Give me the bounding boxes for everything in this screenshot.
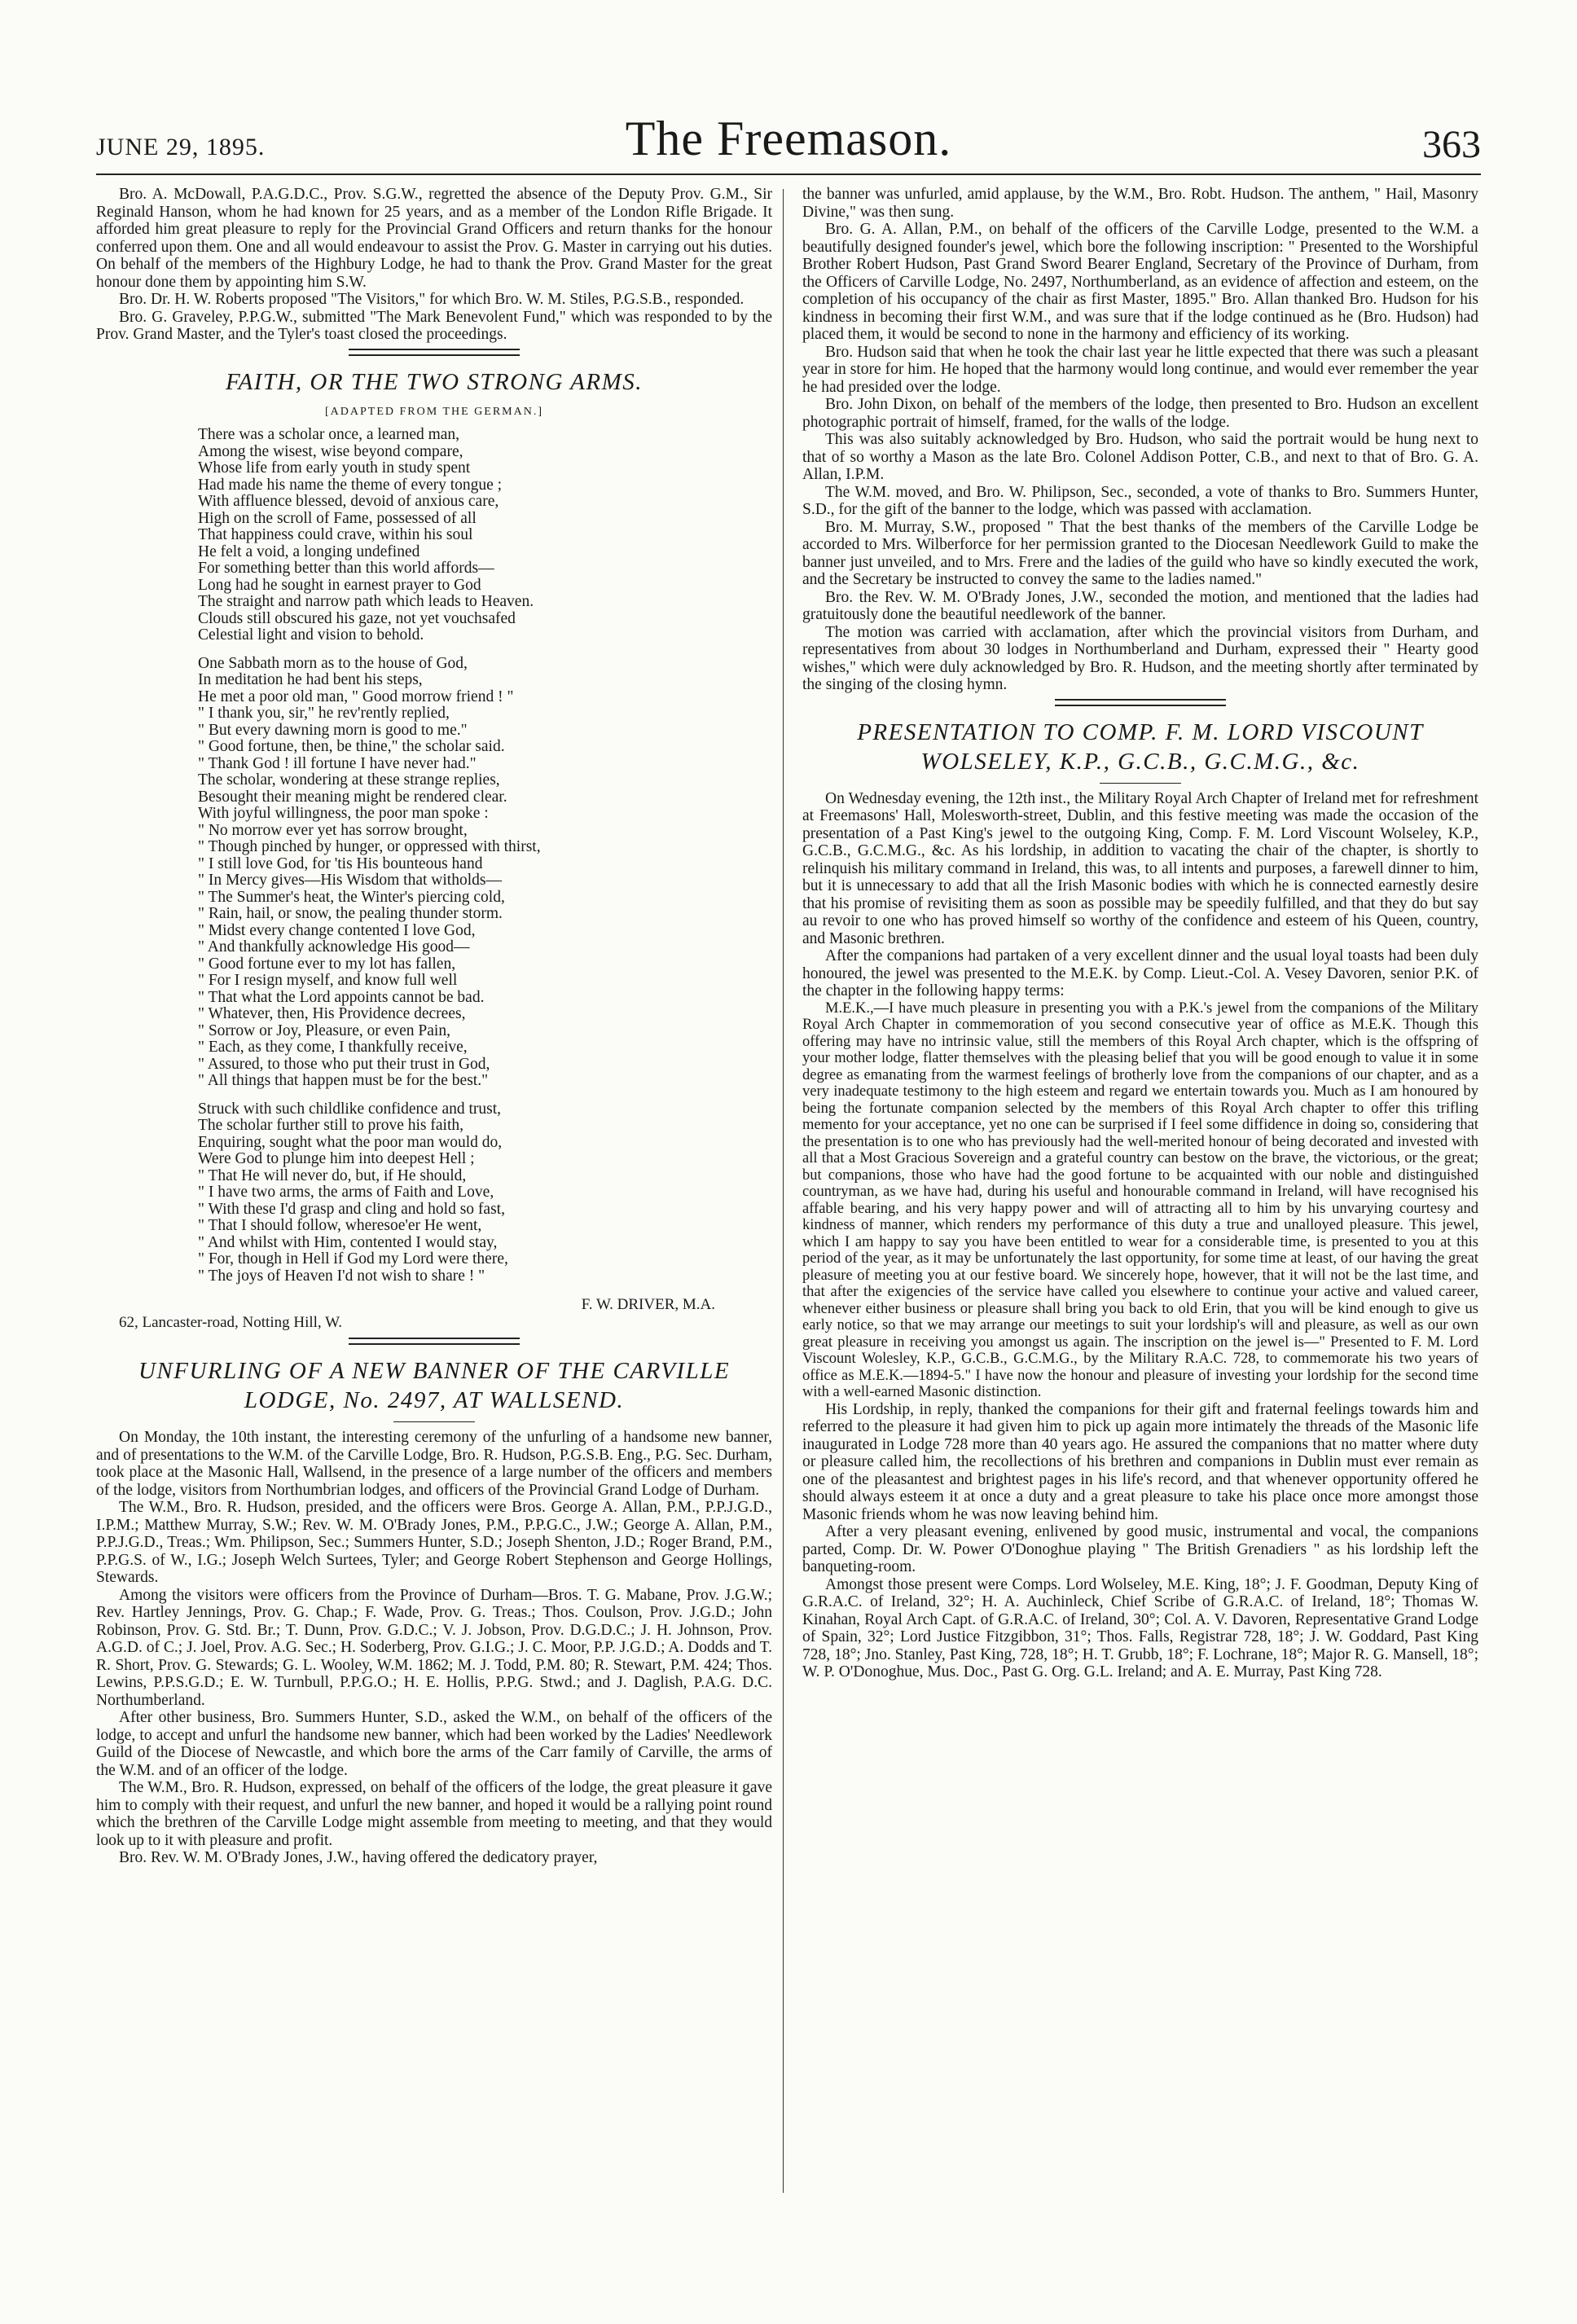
poem-line: Enquiring, sought what the poor man would do, — [198, 1133, 503, 1151]
poem-line: " With these I'd grasp and cling and hold so fast, — [198, 1200, 505, 1218]
paragraph: After the companions had partaken of a very excellent dinner and the usual loyal toasts had been duly honoured, the jewel was presented to the M.E.K. by Comp. Lieut.-Col. A. Vesey Davoren, senior P.K. of the chapter in the following happy terms: — [802, 947, 1478, 999]
poem-line: " Thank God ! ill fortune I have never had." — [198, 754, 477, 772]
poem-line: " In Mercy gives—His Wisdom that witholds— — [198, 872, 502, 889]
paragraph: This was also suitably acknowledged by Bro. Hudson, who said the portrait would be hung next to that of so worthy a Mason as the late Bro. Colonel Addison Potter, C.B., and next to that of Bro. G. A. Allan, I.P.M. — [802, 431, 1478, 483]
section-rule — [1055, 699, 1226, 706]
poem-line: " The joys of Heaven I'd not wish to share ! " — [198, 1267, 485, 1285]
poem-line: " All things that happen must be for the best." — [198, 1072, 489, 1089]
poem-line: " And whilst with Him, contented I would stay, — [198, 1233, 498, 1251]
banner-article-continued — [802, 186, 1478, 694]
paragraph: Bro. John Dixon, on behalf of the members of the lodge, then presented to Bro. Hudson an excellent photographic portrait of himself, framed, for the walls of the lodge. — [802, 396, 1478, 431]
paragraph: The W.M., Bro. R. Hudson, presided, and the officers were Bros. George A. Allan, P.M., P.P.J.G.D., I.P.M.; Matthew Murray, S.W.; Rev. W. M. O'Brady Jones, P.M., P.P.G.C., J.W.; George A. Allan, P.M., P.P.J.G.D., Treas.; Wm. Philipson, Sec.; Summers Hunter, S.D.; Joseph Shenton, J.D.; Roger Brand, P.M., P.P.G.S. of W., I.G.; Joseph Welch Surtees, Tyler; and George Robert Stephenson and George Hollings, Stewards. — [96, 1499, 772, 1586]
poem-author: F. W. DRIVER, M.A. — [581, 1296, 715, 1313]
paragraph: Bro. the Rev. W. M. O'Brady Jones, J.W., seconded the motion, and mentioned that the ladies had gratuitously done the beautiful needlework of the banner. — [802, 588, 1478, 623]
poem-line: With affluence blessed, devoid of anxious care, — [198, 493, 499, 510]
poem-line: " No morrow ever yet has sorrow brought, — [198, 821, 468, 839]
poem-line: Had made his name the theme of every tongue ; — [198, 476, 503, 494]
paragraph: His Lordship, in reply, thanked the companions for their gift and fraternal feelings towards him and referred to the pleasure it had given him to pick up again more intimately the threads of the Masonic life inaugurated in Lodge 728 more than 40 years ago. He assured the companions that no matter where duty or pleasure called him, the recollections of his brethren and companions in Dublin must ever remain as one of the pleasantest and brightest pages in his life's record, and that whenever opportunity offered he should always esteem it at once a duty and a great pleasure to take his place once more amongst those Masonic friends whom he was now leaving behind him. — [802, 1400, 1478, 1523]
poem-line: " Each, as they come, I thankfully receive, — [198, 1039, 468, 1056]
banner-article-body — [96, 1429, 772, 1867]
poem-line: With joyful willingness, the poor man spoke : — [198, 805, 489, 822]
poem-line: The scholar further still to prove his faith, — [198, 1117, 463, 1134]
poem-line: One Sabbath morn as to the house of God, — [198, 654, 468, 672]
poem-line: " Assured, to those who put their trust in God, — [198, 1055, 490, 1073]
poem-line: " For I resign myself, and know full well — [198, 972, 458, 989]
title-underline — [1100, 783, 1181, 784]
paragraph: Bro. Rev. W. M. O'Brady Jones, J.W., having offered the dedicatory prayer, — [119, 1849, 598, 1866]
poem-address: 62, Lancaster-road, Notting Hill, W. — [119, 1313, 343, 1331]
section-rule — [349, 349, 520, 356]
paragraph: Bro. Hudson said that when he took the chair last year he little expected that there was such a pleasant year in store for him. He hoped that the harmony would long continue, and would ever remember the year he had presided over the lodge. — [802, 343, 1478, 396]
poem-line: " That what the Lord appoints cannot be bad. — [198, 988, 485, 1006]
left-column — [96, 186, 772, 1867]
poem-attribution-note: [ADAPTED FROM THE GERMAN.] — [325, 405, 543, 418]
poem-line: " The Summer's heat, the Winter's piercing cold, — [198, 888, 505, 906]
newspaper-title: The Freemason. — [625, 112, 952, 165]
poem-line: " Sorrow or Joy, Pleasure, or even Pain, — [198, 1021, 450, 1039]
paragraph: The motion was carried with acclamation, after which the provincial visitors from Durham, and representatives from about 30 lodges in Northumberland and Durham, expressed their " Hearty good wishes," which were duly acknowledged by Bro. R. Hudson, and the meeting shortly after terminated by the singing of the closing hymn. — [802, 623, 1478, 693]
poem-stanza — [198, 656, 719, 1090]
section-rule — [349, 1338, 520, 1345]
poem-line: Whose life from early youth in study spent — [198, 459, 471, 477]
speech-paragraph: M.E.K.,—I have much pleasure in presenting you with a P.K.'s jewel from the companions of the Military Royal Arch Chapter in commemoration of you second consecutive year of office as M.E.K. Though this offering may have no intrinsic value, still the members of this Royal Arch chapter, which is the offspring of your mother lodge, flatter themselves with the pleasing belief that you will be good enough to value it in some degree as emanating from the warmest feelings of brotherly love from the companions of our chapter, and as a very inadequate testimony to the high esteem and regard we entertain towards you. Much as I am honoured by being the fortunate companion selected by the members of this Royal Arch chapter to offer this trifling memento for your acceptance, yet no one can be surprised if I feel some diffidence in doing so, considering that the presentation is to one who has previously had the well-merited honour of being decorated and invested with all that a Most Gracious Sovereign and a grateful country can bestow on the brave, the victorious, or the great; but companions, those who have had the good fortune to be acquainted with our noble and distinguished countryman, as we have had, during his useful and honourable command in Ireland, will have recognised his affable bearing, and his very happy power and will of attracting all to him by his unvarying courtesy and kindness of manner, which renders my performance of this duty a true and unalloyed pleasure. This jewel, which I am happy to say you have been entitled to wear for a considerable time, is presented to you at this period of the year, as it may be unfortunately the last opportunity, for some time at least, of our having the great pleasure of meeting you at our festive board. We sincerely hope, however, that it will not be the last time, and that after the exigencies of the service have called you elsewhere to continue your active and valued career, whenever either business or pleasure shall bring you back to old Erin, that you will be kind enough to give us early notice, so that we may arrange our meetings to suit your lordship's will and pleasure, as well as our own great pleasure in receiving you amongst us again. The inscription on the jewel is—" Presented to F. M. Lord Viscount Wolesley, K.P., G.C.B., G.C.M.G., by the Military R.A.C. 728, to commemorate his two years of office as M.E.K.—1894-5." I have now the honour and pleasure of investing your lordship for the second time with a well-earned Masonic distinction. — [802, 999, 1478, 1400]
paragraph: On Wednesday evening, the 12th inst., the Military Royal Arch Chapter of Ireland met for refreshment at Freemasons' Hall, Molesworth-street, Dublin, and this festive meeting was made the occasion of the presentation of a Past King's jewel to the outgoing King, Comp. F. M. Lord Viscount Wolseley, K.P., G.C.B., G.C.M.G., &c. As his lordship, in addition to vacating the chair of the chapter, is shortly to relinquish his military command in Ireland, this was, to all intents and purposes, a farewell dinner to him, but it is unnecessary to add that all the Irish Masonic bodies with which he is connected earnestly desire that his promise of revisiting them as soon as possible may be speedily fulfilled, and that they do but say au revoir to one who has proved himself so worthy of the confidence and esteem of his Queen, country, and Masonic brethren. — [802, 789, 1478, 947]
poem-line: " Whatever, then, His Providence decrees, — [198, 1005, 466, 1022]
poem-line: " I still love God, for 'tis His bounteous hand — [198, 854, 483, 872]
poem-line: " I thank you, sir," he rev'rently replied, — [198, 705, 450, 722]
poem-body — [198, 427, 719, 1285]
paragraph: On Monday, the 10th instant, the interesting ceremony of the unfurling of a handsome new banner, and of presentations to the W.M. of the Carville Lodge, Bro. R. Hudson, P.G.S.B. Eng., P.G. Sec. Durham, took place at the Masonic Hall, Wallsend, in the presence of a large number of the officers and members of the lodge, visitors from Northumbrian lodges, and officers of the Provincial Grand Lodge of Durham. — [96, 1429, 772, 1499]
paragraph: The W.M., Bro. R. Hudson, expressed, on behalf of the officers of the lodge, the great pleasure it gave him to comply with their request, and unfurl the new banner, and hoped it would be a rallying point round which the brethren of the Carville Lodge might assemble from meeting to meeting, and that they would look up to it with pleasure and profit. — [96, 1779, 772, 1849]
masthead — [96, 104, 1481, 178]
paragraph: Bro. Dr. H. W. Roberts proposed "The Visitors," for which Bro. W. M. Stiles, P.G.S.B., responded. — [119, 291, 745, 308]
poem-line: Besought their meaning might be rendered clear. — [198, 788, 507, 806]
presentation-article-body — [802, 790, 1478, 1681]
poem-line: " I have two arms, the arms of Faith and Love, — [198, 1184, 494, 1201]
intro-section — [96, 186, 772, 344]
poem-line: That happiness could crave, within his soul — [198, 526, 473, 543]
column-divider — [783, 189, 784, 2193]
poem-title: FAITH, OR THE TWO STRONG ARMS. — [226, 368, 643, 395]
poem-line: Among the wisest, wise beyond compare, — [198, 442, 463, 460]
poem-stanza — [198, 427, 719, 644]
poem-line: Clouds still obscured his gaze, not yet vouchsafed — [198, 609, 516, 627]
poem-line: The scholar, wondering at these strange replies, — [198, 771, 500, 789]
article-title-presentation: PRESENTATION TO COMP. F. M. LORD VISCOUNT WOLSELEY, K.P., G.C.B., G.C.M.G., &c. — [857, 718, 1424, 775]
paragraph: Amongst those present were Comps. Lord Wolseley, M.E. King, 18°; J. F. Goodman, Deputy King of G.R.A.C. of Ireland, 32°; H. A. Auchinleck, Chief Scribe of G.R.A.C. of Ireland, 18°; Thomas W. Kinahan, Royal Arch Capt. of G.R.A.C. of Ireland, 30°; Col. A. V. Davoren, Representative Grand Lodge of Spain, 32°; Lord Justice Fitzgibbon, 31°; Thos. Falls, Registrar 728, 18°; J. W. Goddard, Past King 728, 18°; Jno. Stanley, Past King, 728, 18°; H. T. Grubb, 18°; F. Lochrane, 18°; Major R. G. Mansell, 18°; W. P. O'Donoghue, Mus. Doc., Past G. Org. G.L. Ireland; and A. E. Murray, Past King 728. — [802, 1575, 1478, 1680]
page-number: 363 — [1422, 123, 1481, 166]
paragraph: Bro. A. McDowall, P.A.G.D.C., Prov. S.G.W., regretted the absence of the Deputy Prov. G.M., Sir Reginald Hanson, whom he had known for 25 years, and as a member of the London Rifle Brigade. It afforded him great pleasure to reply for the Provincial Grand Officers and return thanks for the honour conferred upon them. One and all would endeavour to assist the Prov. G. Master in carrying out his duties. On behalf of the members of the Highbury Lodge, he had to thank the Prov. Grand Master for the great honour done them by appointing him S.W. — [96, 186, 772, 291]
poem-line: Were God to plunge him into deepest Hell ; — [198, 1150, 475, 1167]
right-column — [802, 186, 1478, 1681]
paragraph: Among the visitors were officers from the Province of Durham—Bros. T. G. Mabane, Prov. J.G.W.; Rev. Hartley Jennings, Prov. G. Chap.; F. Wade, Prov. G. Treas.; Thos. Coulson, Prov. J.G.D.; John Robinson, Prov. G. Std. Br.; T. Dunn, Prov. G.D.C.; V. J. Jobson, Prov. D.G.D.C.; J. H. Johnson, Prov. A.G.D. of C.; J. Joel, Prov. A.G. Sec.; H. Soderberg, Prov. G.I.G.; J. C. Moor, P.P. J.G.D.; A. Dodds and T. R. Short, Prov. G. Stewards; G. L. Wooley, W.M. 1862; M. J. Todd, P.M. 80; R. Stewart, P.M. 424; Thos. Lewins, P.P.S.G.D.; E. W. Turnbull, P.P.G.O.; H. E. Hollis, P.P.G. Stwd.; and J. Daglish, P.A.G. D.C. Northumberland. — [96, 1586, 772, 1709]
poem-line: There was a scholar once, a learned man, — [198, 426, 460, 443]
poem-line: The straight and narrow path which leads to Heaven. — [198, 593, 534, 610]
title-underline — [393, 1421, 475, 1422]
issue-date: JUNE 29, 1895. — [96, 134, 266, 160]
poem-line: High on the scroll of Fame, possessed of all — [198, 509, 477, 527]
poem-line: Long had he sought in earnest prayer to God — [198, 576, 481, 594]
poem-line: He felt a void, a longing undefined — [198, 543, 420, 560]
paragraph: After other business, Bro. Summers Hunter, S.D., asked the W.M., on behalf of the officers of the lodge, to accept and unfurl the handsome new banner, which had been worked by the Ladies' Needlework Guild of the Diocese of Newcastle, and which bore the arms of the Carr family of Carville, the arms of the W.M. and of an officer of the lodge. — [96, 1709, 772, 1779]
poem-stanza — [198, 1101, 719, 1285]
masthead-rule — [96, 174, 1481, 175]
poem-line: " Good fortune ever to my lot has fallen, — [198, 955, 456, 973]
poem-line: " Though pinched by hunger, or oppressed with thirst, — [198, 838, 541, 855]
paragraph: After a very pleasant evening, enlivened by good music, instrumental and vocal, the companions parted, Comp. Dr. W. Power O'Donoghue playing " The British Grenadiers " as his lordship left the banqueting-room. — [802, 1523, 1478, 1575]
paragraph: Bro. G. Graveley, P.P.G.W., submitted "The Mark Benevolent Fund," which was responded to by the Prov. Grand Master, and the Tyler's toast closed the proceedings. — [96, 308, 772, 343]
poem-line: For something better than this world affords— — [198, 560, 494, 577]
poem-line: Celestial light and vision to behold. — [198, 626, 424, 644]
poem-line: He met a poor old man, " Good morrow friend ! " — [198, 688, 514, 705]
poem-line: " That I should follow, wheresoe'er He went, — [198, 1217, 482, 1234]
poem-line: " And thankfully acknowledge His good— — [198, 938, 470, 956]
poem-line: Struck with such childlike confidence and trust, — [198, 1100, 502, 1118]
poem-line: " Midst every change contented I love God, — [198, 921, 476, 939]
poem-line: " Rain, hail, or snow, the pealing thunder storm. — [198, 905, 503, 922]
poem-line: " Good fortune, then, be thine," the scholar said. — [198, 738, 505, 755]
poem-line: " For, though in Hell if God my Lord were there, — [198, 1250, 508, 1267]
article-title-banner: UNFURLING OF A NEW BANNER OF THE CARVILLE LODGE, No. 2497, AT WALLSEND. — [138, 1358, 731, 1413]
paragraph: the banner was unfurled, amid applause, by the W.M., Bro. Robt. Hudson. The anthem, " Hail, Masonry Divine," was then sung. — [802, 186, 1478, 221]
poem-line: " But every dawning morn is good to me." — [198, 721, 468, 739]
paragraph: Bro. M. Murray, S.W., proposed " That the best thanks of the members of the Carville Lodge be accorded to Mrs. Wilberforce for her permission granted to the Diocesan Needlework Guild to make the banner just unveiled, and to Mrs. Frere and the ladies of the guild who have so kindly executed the work, and the Secretary be instructed to convey the same to the ladies named." — [802, 518, 1478, 588]
poem-line: " That He will never do, but, if He should, — [198, 1166, 467, 1184]
paragraph: The W.M. moved, and Bro. W. Philipson, Sec., seconded, a vote of thanks to Bro. Summers Hunter, S.D., for the gift of the banner to the lodge, which was passed with acclamation. — [802, 483, 1478, 518]
paragraph: Bro. G. A. Allan, P.M., on behalf of the officers of the Carville Lodge, presented to the W.M. a beautifully designed founder's jewel, which bore the following inscription: " Presented to the Worshipful Brother Robert Hudson, Past Grand Sword Bearer England, Secretary of the Province of Durham, from the Officers of Carville Lodge, No. 2497, Northumberland, as an evidence of affection and esteem, on the completion of his occupancy of the chair as first Master, 1895." Bro. Allan thanked Bro. Hudson for his kindness in becoming their first W.M., and was sure that if the lodge continued as he (Bro. Hudson) had placed them, it would be second to none in the harmony and efficiency of its working. — [802, 221, 1478, 343]
poem-line: In meditation he had bent his steps, — [198, 671, 423, 688]
